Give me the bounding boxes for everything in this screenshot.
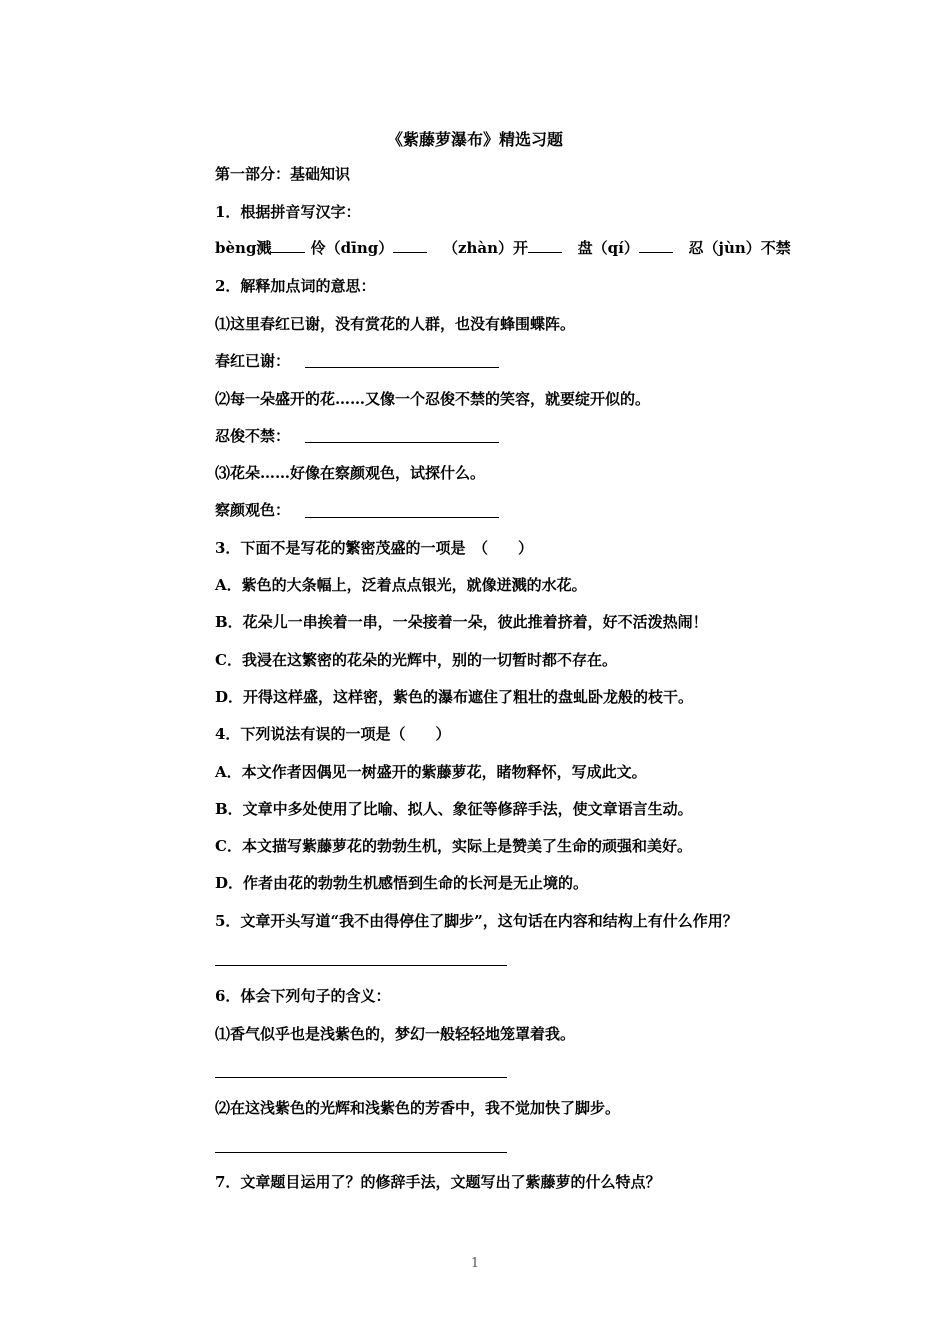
q2-sentence-1: ⑴这里春红已谢，没有赏花的人群，也没有蜂围蝶阵。 — [215, 315, 576, 333]
document-title: 《紫藤萝瀑布》精选习题 — [386, 130, 563, 149]
q7-stem: 7．文章题目运用了？的修辞手法，文题写出了紫藤萝的什么特点？ — [215, 1173, 661, 1191]
q3-option-a: A．紫色的大条幅上，泛着点点银光，就像迸溅的水花。 — [215, 576, 587, 594]
q3-option-c: C．我浸在这繁密的花朵的光辉中，别的一切暂时都不存在。 — [215, 651, 617, 669]
q2-answer-line-3[interactable] — [305, 517, 499, 518]
q2-sentence-3: ⑶花朵……好像在察颜观色，试探什么。 — [215, 464, 486, 482]
page-number: 1 — [470, 1256, 480, 1271]
q6-sentence-1: ⑴香气似乎也是浅紫色的，梦幻一般轻轻地笼罩着我。 — [215, 1025, 576, 1043]
q1-pinyin-row — [215, 238, 791, 258]
q1-blank-1[interactable] — [271, 238, 305, 253]
q5-answer-line[interactable] — [215, 965, 507, 966]
q2-word-2-label: 忍俊不禁： — [215, 427, 291, 445]
q2-stem: 2．解释加点词的意思： — [215, 277, 376, 295]
q1-blank-4[interactable] — [639, 238, 673, 253]
q1-item-3: （zhàn）开 — [442, 239, 528, 257]
q2-answer-line-1[interactable] — [305, 367, 499, 368]
q1-item-4: 盘（qí） — [577, 239, 639, 257]
q1-blank-3[interactable] — [528, 238, 562, 253]
q2-word-3-label: 察颜观色： — [215, 501, 291, 519]
q6-stem: 6．体会下列句子的含义： — [215, 987, 391, 1005]
q4-option-a: A．本文作者因偶见一树盛开的紫藤萝花，睹物释怀，写成此文。 — [215, 763, 647, 781]
q4-stem: 4．下列说法有误的一项是（ ） — [215, 725, 451, 743]
q1-item-2: 伶（dīng） — [310, 239, 394, 257]
q4-option-b: B．文章中多处使用了比喻、拟人、象征等修辞手法，使文章语言生动。 — [215, 800, 693, 818]
q3-option-b: B．花朵儿一串挨着一串，一朵接着一朵，彼此推着挤着，好不活泼热闹！ — [215, 613, 708, 631]
q4-option-c: C．本文描写紫藤萝花的勃勃生机，实际上是赞美了生命的顽强和美好。 — [215, 837, 692, 855]
q5-stem: 5．文章开头写道“我不由得停住了脚步”，这句话在内容和结构上有什么作用？ — [215, 912, 738, 930]
q3-option-d: D．开得这样盛，这样密，紫色的瀑布遮住了粗壮的盘虬卧龙般的枝干。 — [215, 688, 694, 706]
q6-answer-line-1[interactable] — [215, 1077, 507, 1078]
section-heading: 第一部分：基础知识 — [215, 165, 351, 183]
q6-answer-line-2[interactable] — [215, 1152, 507, 1153]
q4-option-d: D．作者由花的勃勃生机感悟到生命的长河是无止境的。 — [215, 874, 589, 892]
q3-stem: 3．下面不是写花的繁密茂盛的一项是 （ ） — [215, 539, 533, 557]
q1-blank-2[interactable] — [393, 238, 427, 253]
q6-sentence-2: ⑵在这浅紫色的光辉和浅紫色的芳香中，我不觉加快了脚步。 — [215, 1099, 621, 1117]
q2-sentence-2: ⑵每一朵盛开的花……又像一个忍俊不禁的笑容，就要绽开似的。 — [215, 390, 651, 408]
q1-stem: 1．根据拼音写汉字： — [215, 203, 361, 221]
q1-item-1: bèng溅 — [215, 239, 272, 257]
q2-answer-line-2[interactable] — [305, 442, 499, 443]
q1-item-5: 忍（jùn）不禁 — [688, 239, 791, 257]
q2-word-1-label: 春红已谢： — [215, 352, 291, 370]
